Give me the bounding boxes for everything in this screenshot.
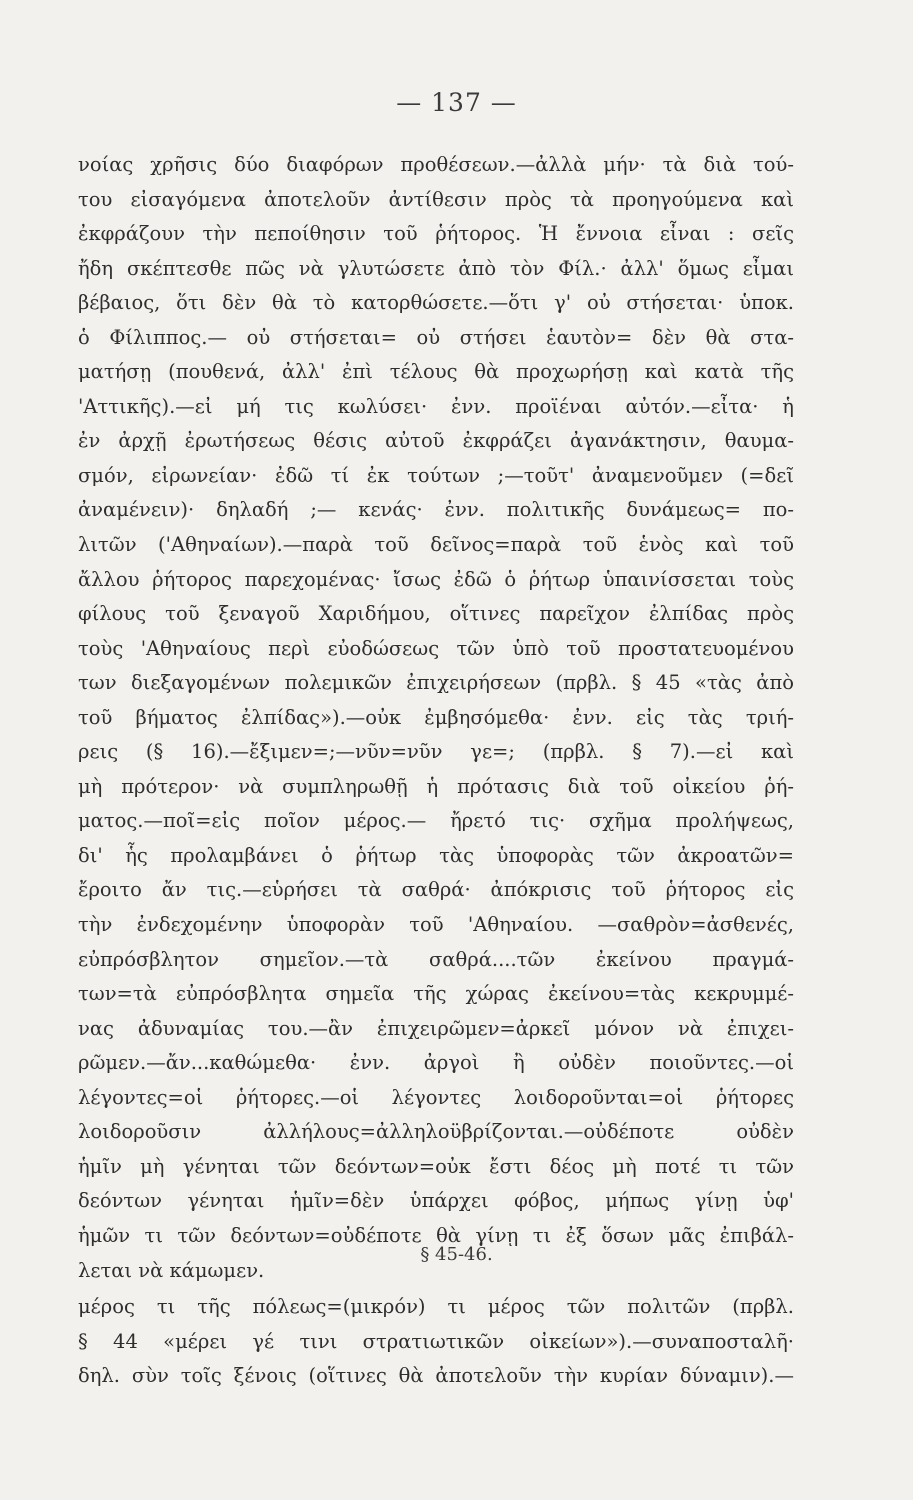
text-line: λέγοντες=οἱ ῥήτορες.—οἱ λέγοντες λοιδοροῦνται=οἱ ῥήτορες — [78, 1085, 794, 1109]
text-line: βέβαιος, ὅτι δὲν θὰ τὸ κατορθώσετε.—ὅτι γ' οὐ στήσεται· ὑποκ. — [78, 291, 794, 315]
text-line: ἄλλου ῥήτορος παρεχομένας· ἴσως ἐδῶ ὁ ῥήτωρ ὑπαινίσσεται τοὺς — [78, 567, 794, 591]
text-line: ἡμῶν τι τῶν δεόντων=οὐδέποτε θὰ γίνῃ τι ἐξ ὅσων μᾶς ἐπιβάλ- — [78, 1223, 794, 1247]
text-line: μέρος τι τῆς πόλεως=(μικρόν) τι μέρος τῶν πολιτῶν (πρβλ. — [78, 1295, 794, 1318]
text-line: φίλους τοῦ ξεναγοῦ Χαριδήμου, οἵτινες παρεῖχον ἐλπίδας πρὸς — [78, 602, 794, 626]
text-line: ρῶμεν.—ἄν...καθώμεθα· ἐνν. ἀργοὶ ἢ οὐδὲν ποιοῦντες.—οἱ — [78, 1051, 794, 1075]
text-line: ἤδη σκέπτεσθε πῶς νὰ γλυτώσετε ἀπὸ τὸν Φίλ.· ἀλλ' ὅμως εἶμαι — [78, 256, 794, 280]
text-line: 'Αττικῆς).—εἰ μή τις κωλύσει· ἐνν. προϊέναι αὐτόν.—εἶτα· ἡ — [78, 394, 794, 418]
text-line: ἐν ἀρχῇ ἐρωτήσεως θέσις αὐτοῦ ἐκφράζει ἀγανάκτησιν, θαυμα- — [78, 429, 794, 453]
text-line: λεται νὰ κάμωμεν. — [78, 1258, 265, 1282]
text-line: τὴν ἐνδεχομένην ὑποφορὰν τοῦ 'Αθηναίου. —σαθρὸν=ἀσθενές, — [78, 913, 794, 937]
text-line: ἀναμένειν)· δηλαδή ;— κενάς· ἐνν. πολιτικῆς δυνάμεως= πο- — [78, 498, 794, 522]
text-line: ματήσῃ (πουθενά, ἀλλ' ἐπὶ τέλους θὰ προχωρήσῃ καὶ κατὰ τῆς — [78, 360, 794, 384]
text-line: ὁ Φίλιππος.— οὐ στήσεται= οὐ στήσει ἑαυτὸν= δὲν θὰ στα- — [78, 325, 794, 349]
text-line: δηλ. σὺν τοῖς ξένοις (οἵτινες θὰ ἀποτελοῦν τὴν κυρίαν δύναμιν).— — [78, 1364, 794, 1388]
text-line: λοιδοροῦσιν ἀλλήλους=ἀλληλοϋβρίζονται.—οὐδέποτε οὐδὲν — [78, 1120, 794, 1144]
section-heading: § 45-46. — [420, 1244, 493, 1265]
text-line: ρεις (§ 16).—ἔξιμεν=;—νῦν=νῦν γε=; (πρβλ. § 7).—εἰ καὶ — [78, 740, 794, 764]
text-line: δι' ἧς προλαμβάνει ὁ ῥήτωρ τὰς ὑποφορὰς τῶν ἀκροατῶν= — [78, 843, 794, 867]
text-line: § 44 «μέρει γέ τινι στρατιωτικῶν οἰκείων»).—συναποσταλῆ· — [78, 1329, 794, 1353]
text-line: των=τὰ εὐπρόσβλητα σημεῖα τῆς χώρας ἐκείνου=τὰς κεκρυμμέ- — [78, 982, 794, 1006]
text-line: ἔροιτο ἄν τις.—εὑρήσει τὰ σαθρά· ἀπόκρισις τοῦ ῥήτορος εἰς — [78, 878, 794, 902]
text-line: ἡμῖν μὴ γένηται τῶν δεόντων=οὐκ ἔστι δέος μὴ ποτέ τι τῶν — [78, 1154, 794, 1178]
text-line: σμόν, εἰρωνείαν· ἐδῶ τί ἐκ τούτων ;—τοῦτ' ἀναμενοῦμεν (=δεῖ — [78, 463, 794, 487]
text-line: νας ἀδυναμίας του.—ἂν ἐπιχειρῶμεν=ἀρκεῖ μόνον νὰ ἐπιχει- — [78, 1016, 794, 1040]
commentary-text-block — [78, 148, 794, 1288]
text-line: δεόντων γένηται ἡμῖν=δὲν ὑπάρχει φόβος, μήπως γίνῃ ὑφ' — [78, 1189, 794, 1213]
text-line: μὴ πρότερον· νὰ συμπληρωθῇ ἡ πρότασις διὰ τοῦ οἰκείου ῥή- — [78, 774, 794, 798]
text-line: εὐπρόσβλητον σημεῖον.—τὰ σαθρά....τῶν ἐκείνου πραγμά- — [78, 947, 794, 971]
text-line: του εἰσαγόμενα ἀποτελοῦν ἀντίθεσιν πρὸς τὰ προηγούμενα καὶ — [78, 187, 794, 211]
text-line: ματος.—ποῖ=εἰς ποῖον μέρος.— ἤρετό τις· σχῆμα προλήψεως, — [78, 809, 794, 833]
text-line: νοίας χρῆσις δύο διαφόρων προθέσεων.—ἀλλὰ μήν· τὰ διὰ τού- — [78, 153, 794, 176]
text-line: λιτῶν ('Αθηναίων).—παρὰ τοῦ δεῖνος=παρὰ τοῦ ἑνὸς καὶ τοῦ — [78, 533, 794, 557]
text-line: ἐκφράζουν τὴν πεποίθησιν τοῦ ῥήτορος. Ἡ ἔννοια εἶναι : σεῖς — [78, 222, 794, 246]
section-text-block — [78, 1290, 794, 1394]
page-number: — 137 — — [396, 88, 517, 117]
text-line: των διεξαγομένων πολεμικῶν ἐπιχειρήσεων (πρβλ. § 45 «τὰς ἀπὸ — [78, 671, 794, 695]
text-line: τοὺς 'Αθηναίους περὶ εὐοδώσεως τῶν ὑπὸ τοῦ προστατευομένου — [78, 636, 794, 660]
text-line: τοῦ βήματος ἐλπίδας»).—οὐκ ἐμβησόμεθα· ἐνν. εἰς τὰς τριή- — [78, 705, 794, 729]
